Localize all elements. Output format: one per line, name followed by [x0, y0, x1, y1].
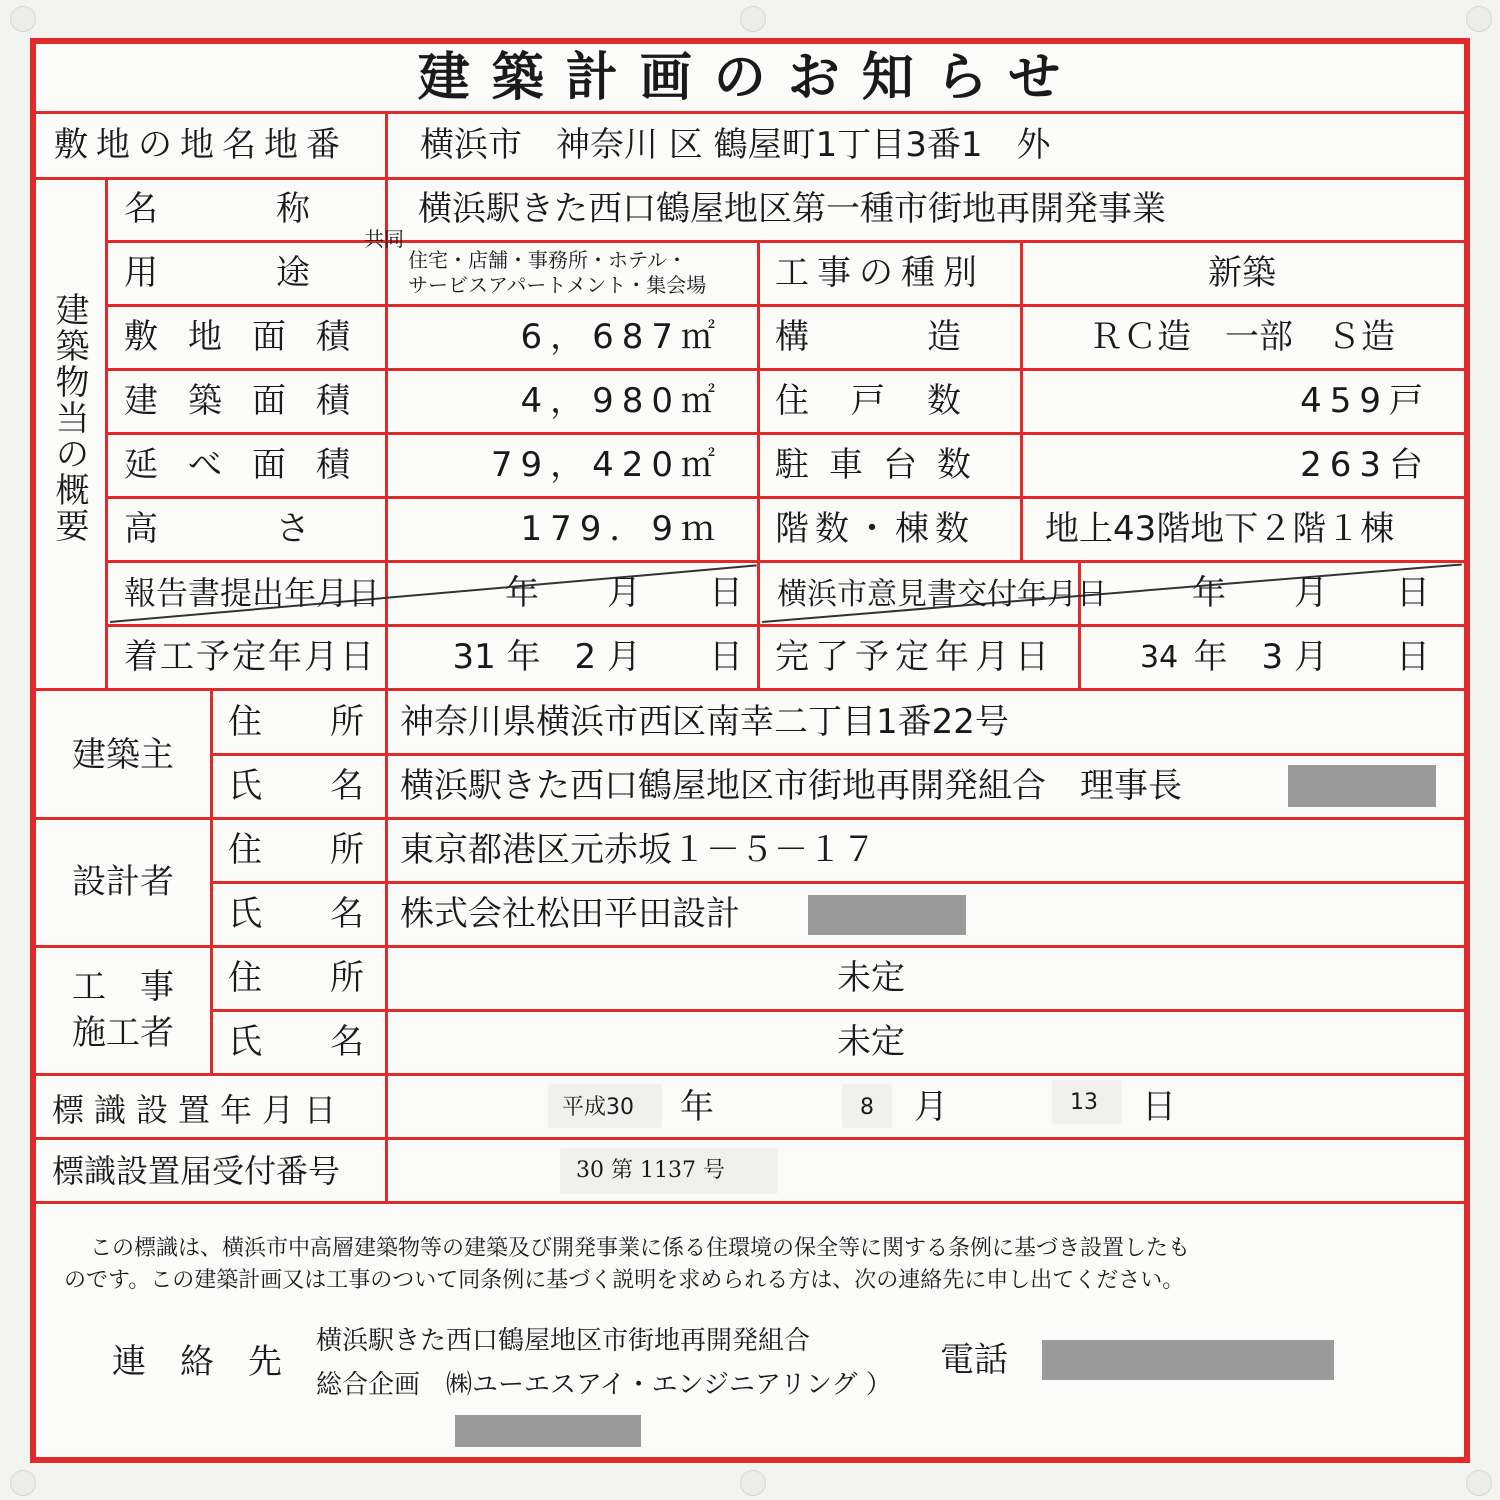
designer-name-label: 氏 名 — [228, 894, 364, 934]
corner-bolt — [740, 6, 766, 32]
structure-value: ＲＣ造 一部 Ｓ造 — [1089, 317, 1395, 357]
receipt-value: 30 第 1137 号 — [576, 1158, 725, 1183]
floor-area-value: 79，420㎡ — [490, 445, 723, 485]
floor-area-label: 延べ面積 — [124, 445, 380, 485]
units-label: 住 戸 数 — [775, 381, 965, 421]
site-value: 横浜市 神奈川 区 鶴屋町1丁目3番1 外 — [420, 125, 1051, 165]
sign-date-day: 13 — [1070, 1090, 1098, 1115]
contractor-name-label: 氏 名 — [228, 1022, 364, 1062]
structure-label: 構 造 — [775, 317, 965, 357]
contact-line1: 横浜駅きた西口鶴屋地区市街地再開発組合 — [316, 1326, 811, 1356]
designer-addr-label: 住 所 — [228, 830, 364, 870]
owner-addr-label: 住 所 — [228, 702, 364, 742]
contractor-addr: 未定 — [837, 958, 905, 998]
start-date-label: 着工予定年月日 — [124, 637, 376, 677]
floors-label: 階数・棟数 — [775, 509, 975, 549]
redaction-box — [808, 895, 966, 935]
site-label: 敷地の地名地番 — [54, 125, 348, 165]
report-date-value: 年 月 日 — [505, 573, 743, 613]
site-area-value: 6，687㎡ — [520, 317, 723, 357]
redaction-box — [455, 1415, 641, 1447]
page-title: 建築計画のお知らせ — [417, 48, 1083, 108]
sign-date-label: 標識設置年月日 — [52, 1091, 347, 1129]
sign-date-month: 8 — [860, 1095, 874, 1120]
height-label: 高 さ — [124, 509, 314, 549]
parking-value: 263台 — [1300, 445, 1431, 485]
contact-line2: 総合企画 ㈱ユーエスアイ・エンジニアリング ） — [316, 1370, 892, 1400]
use-line1: 住宅・店舗・事務所・ホテル・ — [408, 248, 687, 272]
opinion-date-value: 年 月 日 — [1192, 573, 1430, 613]
overview-label: 建築物当の概要 — [49, 292, 89, 544]
start-date-value: 31 年 2 月 日 — [452, 637, 743, 677]
contractor-name: 未定 — [837, 1022, 905, 1062]
contact-label: 連 絡 先 — [112, 1342, 282, 1382]
redaction-box — [1042, 1340, 1334, 1380]
owner-label: 建築主 — [72, 735, 174, 775]
designer-name: 株式会社松田平田設計 — [400, 894, 740, 934]
phone-label: 電話 — [940, 1340, 1008, 1380]
contractor-label-line1: 工 事 — [72, 967, 174, 1007]
designer-label: 設計者 — [72, 862, 174, 902]
work-type-value: 新築 — [1208, 253, 1276, 293]
units-value: 459戸 — [1300, 381, 1431, 421]
corner-bolt — [10, 1470, 36, 1496]
corner-bolt — [1466, 1470, 1492, 1496]
notice-line1: この標識は、横浜市中高層建築物等の建築及び開発事業に係る住環境の保全等に関する条例に基づき設置したも — [90, 1236, 1191, 1261]
end-date-year: 34 — [1140, 640, 1179, 675]
owner-name: 横浜駅きた西口鶴屋地区市街地再開発組合 理事長 — [400, 766, 1182, 806]
end-date-rest: 年 3 月 日 — [1193, 637, 1430, 677]
name-label: 名 称 — [124, 189, 314, 229]
name-value: 横浜駅きた西口鶴屋地区第一種市街地再開発事業 — [418, 189, 1166, 229]
building-area-label: 建築面積 — [124, 381, 380, 421]
work-type-label: 工事の種別 — [775, 253, 985, 293]
notice-line2: のです。この建築計画又は工事のついて同条例に基づく説明を求められる方は、次の連絡先に申し出てください。 — [64, 1268, 1185, 1293]
use-prefix: 共同 — [364, 227, 404, 251]
sign-date-day-unit: 日 — [1142, 1087, 1176, 1127]
sign-date-era: 平成30 — [562, 1095, 634, 1120]
height-value: 179．9ｍ — [520, 509, 723, 549]
sign-date-month-unit: 月 — [914, 1087, 948, 1127]
redaction-box — [1288, 765, 1436, 807]
building-area-value: 4，980㎡ — [520, 381, 723, 421]
owner-name-label: 氏 名 — [228, 766, 364, 806]
receipt-label: 標識設置届受付番号 — [52, 1152, 341, 1190]
corner-bolt — [740, 1470, 766, 1496]
report-date-label: 報告書提出年月日 — [124, 574, 381, 612]
opinion-date-label: 横浜市意見書交付年月日 — [777, 577, 1107, 612]
contractor-addr-label: 住 所 — [228, 958, 364, 998]
sign-date-year-unit: 年 — [680, 1087, 714, 1127]
owner-addr: 神奈川県横浜市西区南幸二丁目1番22号 — [400, 702, 1009, 742]
end-date-label: 完了予定年月日 — [775, 637, 1055, 677]
site-area-label: 敷地面積 — [124, 317, 380, 357]
designer-addr: 東京都港区元赤坂１－５－１７ — [400, 830, 876, 870]
use-label: 用 途 — [124, 253, 314, 293]
floors-value: 地上43階地下２階１棟 — [1045, 509, 1395, 549]
parking-label: 駐車台数 — [775, 445, 991, 485]
use-line2: サービスアパートメント・集会場 — [408, 273, 707, 297]
contractor-label-line2: 施工者 — [72, 1013, 174, 1053]
corner-bolt — [10, 6, 36, 32]
corner-bolt — [1466, 6, 1492, 32]
